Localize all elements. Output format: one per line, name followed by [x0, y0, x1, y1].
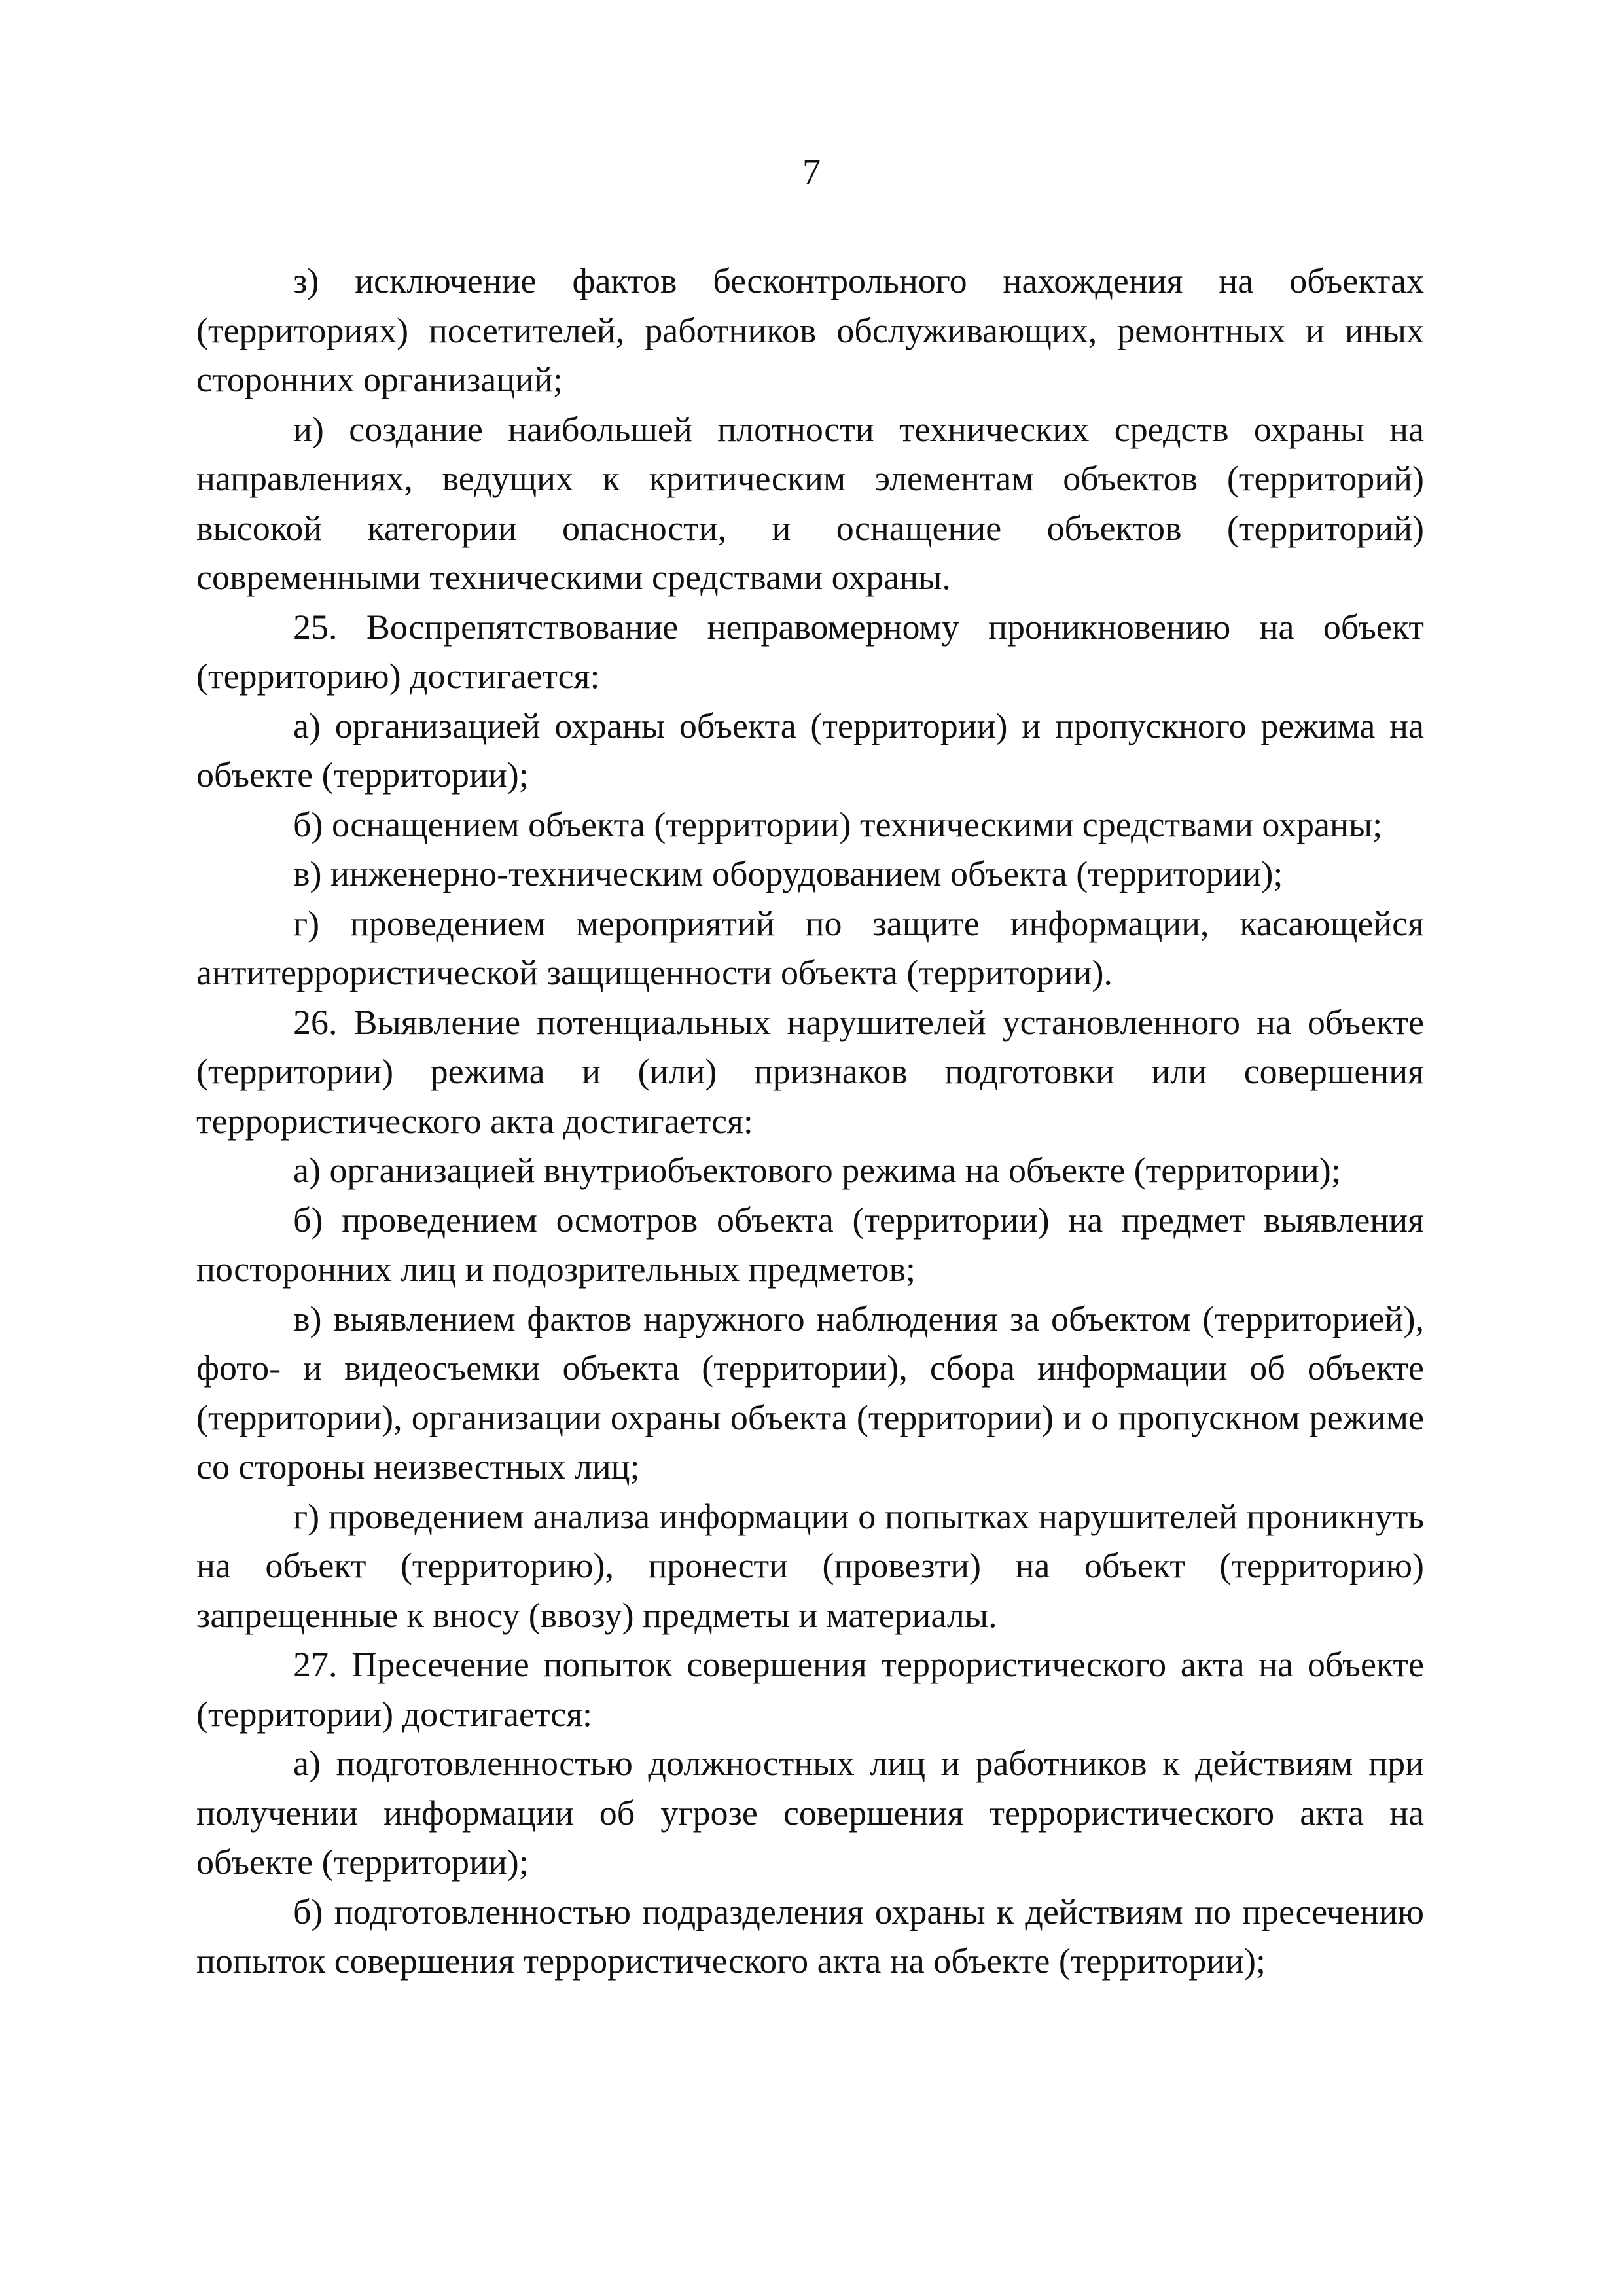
paragraph-25a-guard-organization: а) организацией охраны объекта (территории) и пропускного режима на объекте (территории); [196, 706, 1424, 795]
paragraph-26a-internal-regime: а) организацией внутриобъектового режима на объекте (территории); [293, 1151, 1341, 1190]
page-number: 7 [802, 152, 821, 192]
paragraph-25v-engineering-equipment: в) инженерно-техническим оборудованием объекта (территории); [293, 854, 1283, 893]
paragraph-26-detection-of-violators: 26. Выявление потенциальных нарушителей установленного на объекте (территории) режима и (или) признаков подготовки или совершения террористического акта достигается: [196, 1002, 1424, 1141]
paragraph-26b-inspections: б) проведением осмотров объекта (территории) на предмет выявления посторонних лиц и подозрительных предметов; [196, 1200, 1424, 1289]
paragraph-i-technical-means-density: и) создание наибольшей плотности технических средств охраны на направлениях, ведущих к критическим элементам объектов (территорий) высокой категории опасности, и оснащение объектов (территорий) современными техническими средствами охраны. [196, 409, 1424, 597]
paragraph-25-prevention-of-penetration: 25. Воспрепятствование неправомерному проникновению на объект (территорию) достигается: [196, 607, 1424, 696]
paragraph-27b-guard-readiness: б) подготовленностью подразделения охраны к действиям по пресечению попыток совершения террористического акта на объекте (территории); [196, 1892, 1424, 1981]
paragraph-z-uncontrolled-presence: з) исключение фактов бесконтрольного нахождения на объектах (территориях) посетителей, работников обслуживающих, ремонтных и иных сторонних организаций; [196, 261, 1424, 399]
paragraph-25g-information-protection: г) проведением мероприятий по защите информации, касающейся антитеррористической защищенности объекта (территории). [196, 903, 1424, 992]
paragraph-26v-external-surveillance: в) выявлением фактов наружного наблюдения за объектом (территорией), фото- и видеосъемки объекта (территории), сбора информации об объекте (территории), организации охраны объекта (территории) и о пропускном режиме со стороны неизвестных лиц; [196, 1299, 1424, 1486]
paragraph-26g-analysis: г) проведением анализа информации о попытках нарушителей проникнуть на объект (территорию), пронести (провезти) на объект (территорию) запрещенные к вносу (ввозу) предметы и материалы. [196, 1496, 1424, 1635]
paragraph-25b-technical-equipment: б) оснащением объекта (территории) техническими средствами охраны; [293, 804, 1383, 844]
paragraph-27-suppression: 27. Пресечение попыток совершения террористического акта на объекте (территории) достигается: [196, 1645, 1424, 1734]
paragraph-27a-staff-readiness: а) подготовленностью должностных лиц и работников к действиям при получении информации об угрозе совершения террористического акта на объекте (территории); [196, 1744, 1424, 1882]
document-body [196, 257, 1424, 1986]
